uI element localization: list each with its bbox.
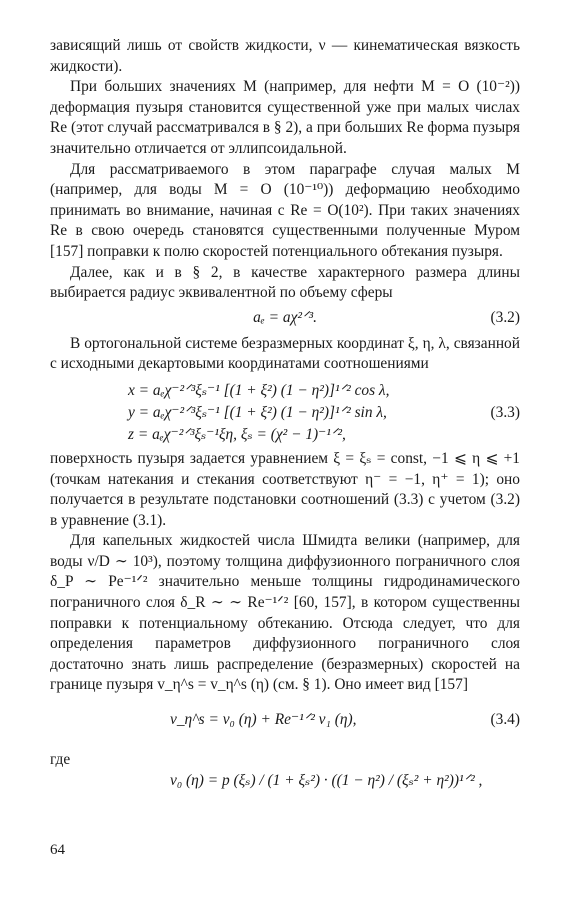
equation-3-4-number: (3.4) bbox=[490, 711, 520, 729]
equation-3-4-body: v_η^s = v₀ (η) + Re⁻¹ᐟ² v₁ (η), bbox=[170, 711, 357, 729]
equation-3-3-x: x = aₑχ⁻²ᐟ³ξₛ⁻¹ [(1 + ξ²) (1 − η²)]¹ᐟ² cos λ, bbox=[128, 381, 390, 399]
paragraph-1: зависящий лишь от свойств жидкости, ν — кинематическая вязкость жидкости). bbox=[50, 37, 520, 75]
paragraph-7: Для капельных жидкостей числа Шмидта велики (например, для воды ν/D ∼ 10³), поэтому толщина диффузионного пограничного слоя δ_P ∼ Pe⁻¹ᐟ² значительно меньше толщины гидродинамического пограничного слоя δ_R ∼ ∼ Re⁻¹ᐟ² [60, 157], в котором существенны поправки к потенциальному обтеканию. Отсюда следует, что для определения параметров диффузионного пограничного слоя достаточно знать лишь распределение (безразмерных) скоростей на границе пузыря v_η^s = v_η^s (η) (см. § 1). Оно имеет вид [157] bbox=[50, 532, 520, 694]
paragraph-4: Далее, как и в § 2, в качестве характерного размера длины выбирается радиус эквивалентной по объему сферы bbox=[50, 263, 520, 302]
paragraph-5: В ортогональной системе безразмерных координат ξ, η, λ, связанной с исходными декартовыми координатами соотношениями bbox=[50, 334, 520, 373]
equation-3-3-y: y = aₑχ⁻²ᐟ³ξₛ⁻¹ [(1 + ξ²) (1 − η²)]¹ᐟ² sin λ, bbox=[128, 403, 387, 421]
equation-3-2 bbox=[50, 308, 520, 330]
word-where: где bbox=[50, 751, 71, 769]
paragraph-6: поверхность пузыря задается уравнением ξ = ξₛ = const, −1 ⩽ η ⩽ +1 (точкам натекания и стекания соответствуют η⁻ = −1, η⁺ = 1); оно получается в результате подстановки соотношений (3.3) с учетом (3.2) в уравнение (3.1). bbox=[50, 449, 520, 529]
equation-3-3-number: (3.3) bbox=[490, 403, 520, 421]
equation-3-2-body: aₑ = aχ²ᐟ³. bbox=[253, 308, 317, 326]
equation-v0 bbox=[50, 771, 520, 817]
paragraph-3: Для рассматриваемого в этом параграфе случая малых M (например, для воды M = O (10⁻¹⁰)) деформацию необходимо принимать во внимание, начиная с Re = O(10²). При таких значениях Re в свою очередь становятся существенными полученные Муром [157] поправки к полю скоростей потенциального обтекания пузыря. bbox=[50, 160, 520, 260]
equation-3-3 bbox=[50, 381, 520, 447]
paragraph-2: При больших значениях M (например, для нефти M = O (10⁻²)) деформация пузыря становится существенной уже при малых числах Re (этот случай рассматривался в § 2), а при больших Re форма пузыря значительно отличается от эллипсоидальной. bbox=[50, 78, 520, 157]
equation-3-3-z: z = aₑχ⁻²ᐟ³ξₛ⁻¹ξη, ξₛ = (χ² − 1)⁻¹ᐟ², bbox=[128, 425, 346, 443]
page-text bbox=[50, 36, 520, 817]
page-number: 64 bbox=[50, 842, 65, 858]
equation-3-4 bbox=[50, 698, 520, 748]
equation-3-2-number: (3.2) bbox=[490, 308, 520, 326]
equation-v0-body: v₀ (η) = p (ξₛ) / (1 + ξₛ²) · ((1 − η²) / (ξₛ² + η²))¹ᐟ² , bbox=[170, 771, 483, 789]
